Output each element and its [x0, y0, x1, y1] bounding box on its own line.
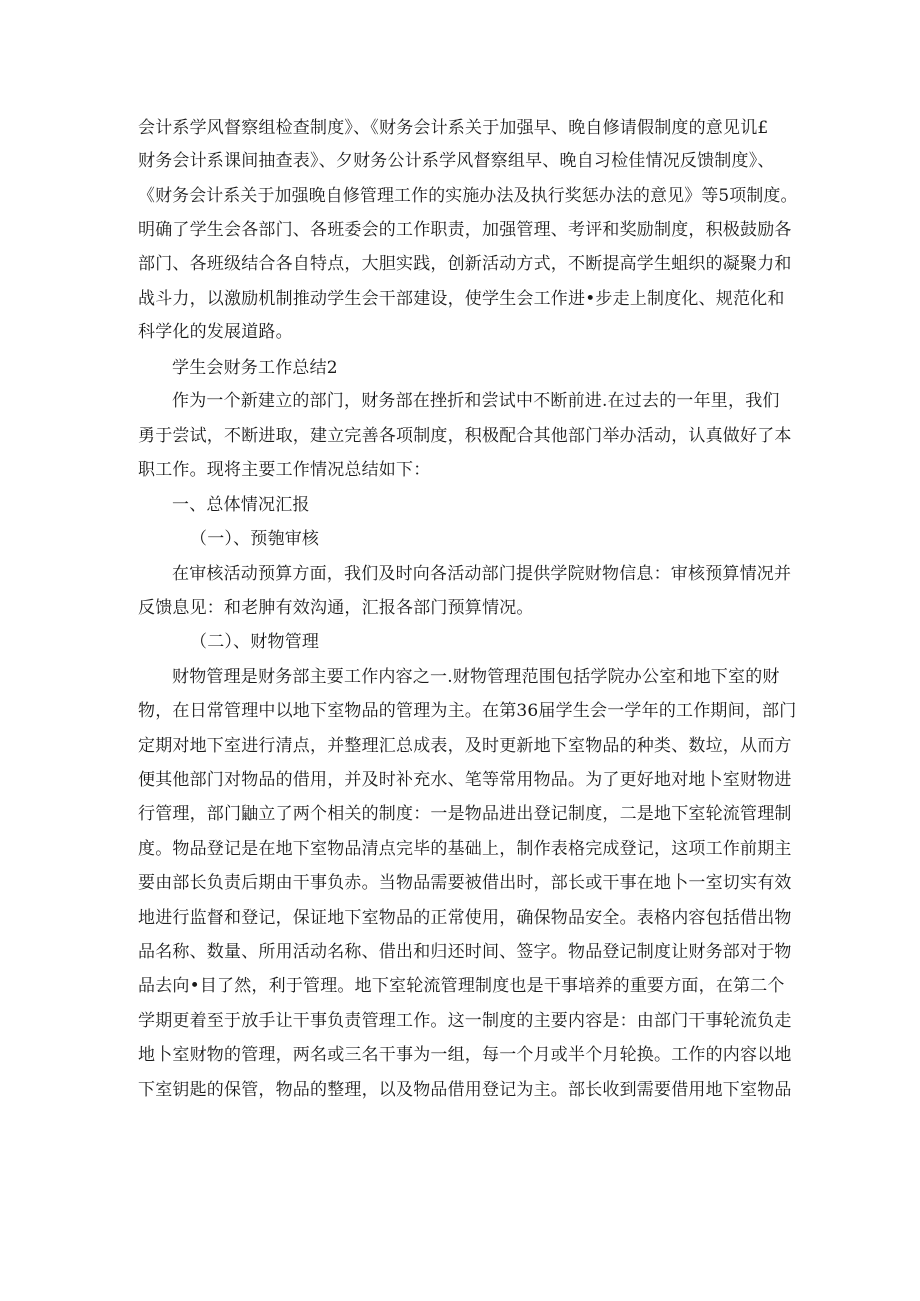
- section-heading: 一、总体情况汇报: [172, 495, 310, 515]
- text-line: 行管理，部门鼬立了两个相关的制度：一是物品进出登记制度，二是地下室轮流管理制: [138, 804, 792, 824]
- section-heading: 学生会财务工作总结2: [172, 358, 338, 378]
- text-line: 《财务会计系关于加强晚自修管理工作的实施办法及执行奖惩办法的意见》等5项制度。: [138, 186, 798, 206]
- text-line: 定期对地下室进行清点，并整理汇总成表，及时更新地下室物品的种类、数垃，从而方: [138, 736, 792, 756]
- text-line: 在审核活动预算方面，我们及时向各活动部门提供学院财物信息：审核预算情况并: [172, 564, 792, 584]
- text-line: 要由部长负责后期由干事负赤。当物品需要被借出时，部长或干事在地卜一室切实有效: [138, 873, 792, 893]
- text-line: 品去向•目了然，利于管理。地下室轮流管理制度也是干事培养的重要方面，在第二个: [138, 976, 785, 996]
- text-line: 下室钥匙的保管，物品的整理，以及物品借用登记为主。部长收到需要借用地下室物品: [138, 1080, 792, 1100]
- text-line: 职工作。现将主要工作情况总结如下：: [138, 460, 431, 480]
- text-line: 物，在日常管理中以地下室物品的管理为主。在第36届学生会一学年的工作期间，部门: [138, 701, 797, 721]
- text-line: 战斗力，以激励机制推动学生会干部建设，使学生会工作进•步走上制度化、规范化和: [138, 289, 785, 309]
- subsection-heading: （二）、财物管理: [190, 632, 320, 652]
- text-line: 部门、各班级结合各自特点，大胆实践，创新活动方式，不断提高学生蛆织的凝聚力和: [138, 254, 792, 274]
- text-line: 品名称、数量、所用活动名称、借出和归还时间、签字。物品登记制度让财务部对于物: [138, 942, 792, 962]
- text-line: 反馈息见：和老胂有效沟通，汇报各部门预算情况。: [138, 598, 534, 618]
- text-line: 勇于尝试，不断进取，建立完善各项制度，积极配合其他部门举办活动，认真做好了本: [138, 426, 792, 446]
- text-line: 度。物品登记是在地下室物品清点完毕的基础上，制作表格完成登记，这项工作前期主: [138, 839, 792, 859]
- text-line: 科学化的发展道路。: [138, 322, 293, 342]
- text-line: 作为一个新建立的部门，财务部在挫折和尝试中不断前进.在过去的一年里，我们: [172, 391, 780, 411]
- subsection-heading: （一）、预匏审核: [190, 529, 320, 549]
- text-line: 地进行监督和登记，保证地下室物品的正常使用，确保物品安全。表格内容包括借出物: [138, 908, 792, 928]
- text-line: 便其他部门对物品的借用，并及时补充水、笔等常用物品。为了更好地对地卜室财物进: [138, 770, 792, 790]
- text-line: 明确了学生会各部门、各班委会的工作职责，加强管理、考评和奖励制度，积极鼓励各: [138, 220, 792, 240]
- text-line: 财务会计系课间抽查表》、夕财务公计系学风督察组早、晚自习检佳情况反馈制度》、: [138, 151, 775, 171]
- text-line: 地卜室财物的管理，两名或三名干事为一组，每一个月或半个月轮换。工作的内容以地: [138, 1045, 792, 1065]
- text-line: 会计系学风督察组检查制度》、《财务会计系关于加强早、晚自修请假制度的意见讥£: [138, 118, 769, 138]
- text-line: 学期更着至于放手让干事负责管理工作。这一制度的主要内容是：由部门干事轮流负走: [138, 1011, 792, 1031]
- text-line: 财物管理是财务部主要工作内容之一.财物管理范围包括学院办公室和地下室的财: [172, 667, 780, 687]
